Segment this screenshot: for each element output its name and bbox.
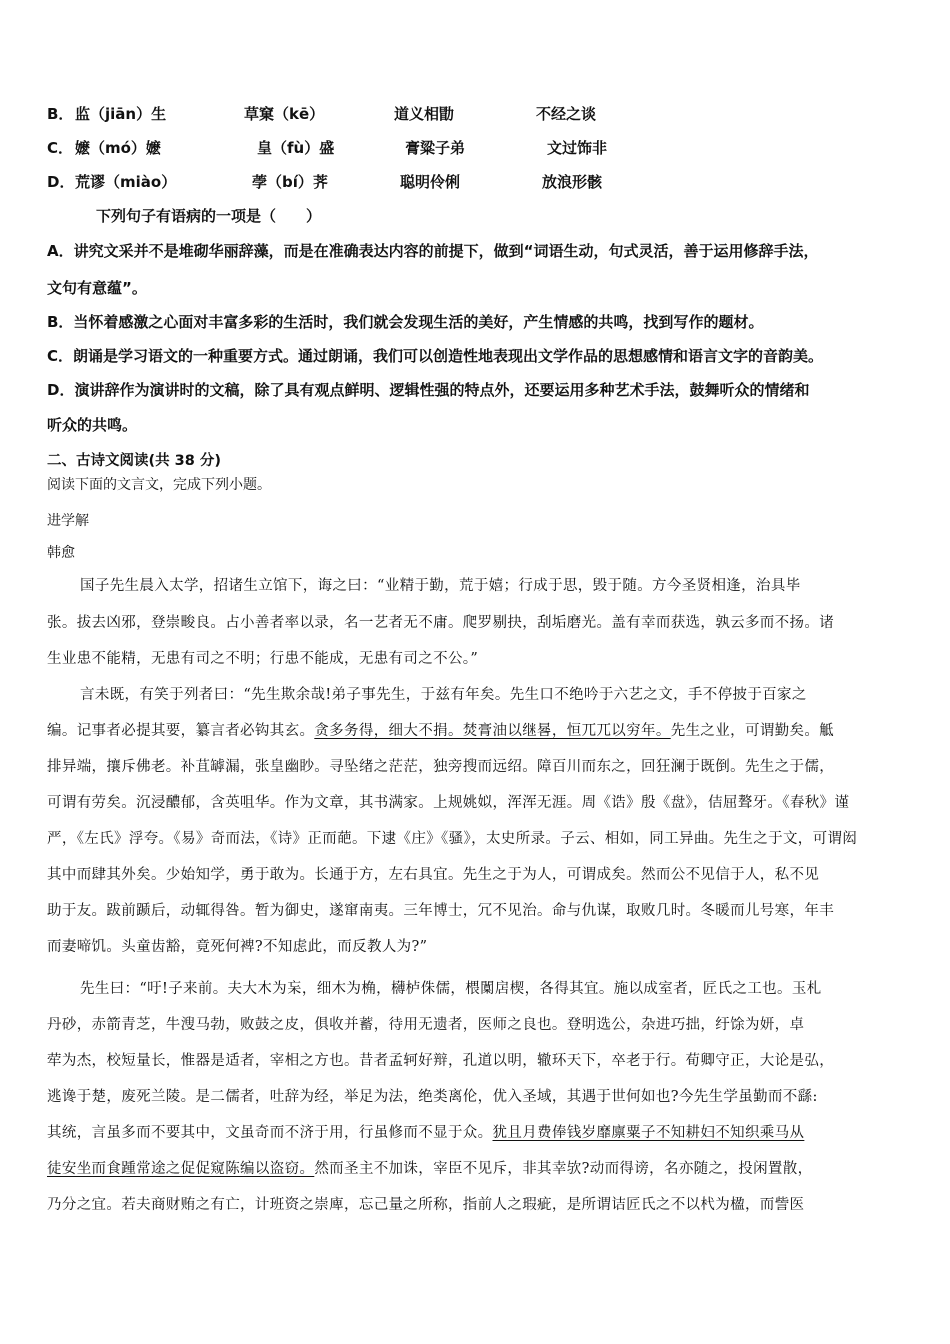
option-item: 聪明伶俐: [400, 173, 461, 191]
passage-line: 而妻啼饥。头童齿豁，竟死何裨?不知虑此，而反教人为?”: [47, 939, 428, 955]
option-row-b: [47, 103, 907, 123]
option-label: B．: [47, 105, 74, 123]
option-item: 文过饰非: [547, 139, 608, 157]
option-a-line: 文句有意蕴”。: [47, 279, 147, 297]
passage-line: 乃分之宜。若夫商财贿之有亡，计班资之崇庳，忘己量之所称，指前人之瑕疵，是所谓诘匠氏之不以杙为楹，而訾医: [47, 1197, 805, 1213]
option-label: D．: [47, 173, 75, 191]
passage-text: 编。记事者必提其要，纂言者必钩其玄。: [47, 723, 315, 739]
option-row-d: [47, 171, 907, 191]
passage-line: 可谓有劳矣。沉浸醲郁，含英咀华。作为文章，其书满家。上规姚姒，浑浑无涯。周《诰》殷《盘》，佶屈聱牙。《春秋》谨: [47, 795, 850, 811]
passage-line: [47, 719, 904, 740]
passage-line: 严，《左氏》浮夸。《易》奇而法，《诗》正而葩。下逮《庄》《骚》，太史所录。子云、相如，同工异曲。先生之于文，可谓闳: [47, 831, 858, 847]
option-d-line: 听众的共鸣。: [47, 416, 138, 434]
option-item: 放浪形骸: [542, 173, 603, 191]
passage-text: 然而圣主不加诛，宰臣不见斥，非其幸欤?动而得谤，名亦随之，投闲置散，: [314, 1161, 813, 1177]
option-item: 嬷（mó）嬷: [75, 139, 161, 157]
passage-line: 生业患不能精，无患有司之不明；行患不能成，无患有司之不公。”: [47, 651, 479, 667]
underlined-passage-text: 犹且月费俸钱岁靡廪粟子不知耕妇不知织乘马从: [492, 1125, 805, 1141]
option-b-line: B．当怀着感激之心面对丰富多彩的生活时，我们就会发现生活的美好，产生情感的共鸣，找到写作的题材。: [47, 313, 764, 331]
passage-line: 荦为杰，校短量长，惟器是适者，宰相之方也。昔者孟轲好辩，孔道以明，辙环天下，卒老于行。荀卿守正，大论是弘，: [47, 1053, 835, 1069]
option-c-line: C．朗诵是学习语文的一种重要方式。通过朗诵，我们可以创造性地表现出文学作品的思想感情和语言文字的音韵美。: [47, 347, 824, 365]
option-a-line: A．讲究文采并不是堆砌华丽辞藻，而是在准确表达内容的前提下，做到“词语生动，句式灵活，善于运用修辞手法，: [47, 242, 819, 260]
option-label: C．: [47, 139, 74, 157]
option-item: 膏粱子弟: [405, 139, 466, 157]
section-heading: 二、古诗文阅读(共 38 分): [47, 453, 222, 469]
passage-text: 其统，言虽多而不要其中，文虽奇而不济于用，行虽修而不显于众。: [47, 1125, 493, 1141]
passage-text: 先生之业，可谓勤矣。觝: [670, 723, 835, 739]
option-item: 监（jiān）生: [75, 105, 167, 123]
passage-line: 张。拔去凶邪，登崇畯良。占小善者率以录，名一艺者无不庸。爬罗剔抉，刮垢磨光。盖有幸而获选，孰云多而不扬。诸: [47, 615, 835, 631]
passage-line: 排异端，攘斥佛老。补苴罅漏，张皇幽眇。寻坠绪之茫茫，独旁搜而远绍。障百川而东之，回狂澜于既倒。先生之于儒，: [47, 759, 835, 775]
passage-line: 助于友。跋前踬后，动辄得咎。暂为御史，遂窜南夷。三年博士，冗不见治。命与仇谋，取败几时。冬暖而儿号寒，年丰: [47, 903, 835, 919]
passage-line: 丹砂，赤箭青芝，牛溲马勃，败鼓之皮，俱收并蓄，待用无遗者，医师之良也。登明选公，杂进巧拙，纡馀为妍，卓: [47, 1017, 805, 1033]
passage-line: 先生曰：“吁!子来前。夫大木为杗，细木为桷，欂栌侏儒，椳闑扂楔，各得其宜。施以成室者，匠氏之工也。玉札: [80, 981, 822, 997]
passage-line: 言未既，有笑于列者曰：“先生欺余哉!弟子事先生，于兹有年矣。先生口不绝吟于六艺之文，手不停披于百家之: [80, 687, 807, 703]
option-d-line: D．演讲辞作为演讲时的文稿，除了具有观点鲜明、逻辑性强的特点外，还要运用多种艺术手法，鼓舞听众的情绪和: [47, 381, 810, 399]
passage-title: 进学解: [47, 513, 89, 529]
option-item: 荒谬（miào）: [75, 173, 177, 191]
option-item: 皇（fù）盛: [257, 139, 335, 157]
passage-line: [47, 1121, 904, 1142]
option-item: 荸（bí）荠: [252, 173, 328, 191]
passage-line: 其中而肆其外矣。少始知学，勇于敢为。长通于方，左右具宜。先生之于为人，可谓成矣。然而公不见信于人，私不见: [47, 867, 820, 883]
passage-line: [47, 1157, 904, 1178]
passage-author: 韩愈: [47, 545, 75, 561]
passage-line: 国子先生晨入太学，招诸生立馆下，诲之曰：“业精于勤，荒于嬉；行成于思，毁于随。方今圣贤相逢，治具毕: [80, 578, 801, 594]
underlined-passage-text: 贪多务得，细大不捐。焚膏油以继晷，恒兀兀以穷年。: [314, 723, 671, 739]
option-item: 草窠（kē）: [244, 105, 325, 123]
option-item: 不经之谈: [536, 105, 597, 123]
passage-line: 逃谗于楚，废死兰陵。是二儒者，吐辞为经，举足为法，绝类离伦，优入圣域，其遇于世何如也?今先生学虽勤而不繇:: [47, 1089, 818, 1105]
option-item: 道义相勖: [394, 105, 455, 123]
question-stem: 下列句子有语病的一项是（ ）: [96, 207, 322, 225]
section-instruction: 阅读下面的文言文，完成下列小题。: [47, 477, 271, 493]
option-row-c: [47, 137, 907, 157]
underlined-passage-text: 徒安坐而食踵常途之促促窥陈编以盗窃。: [47, 1161, 315, 1177]
